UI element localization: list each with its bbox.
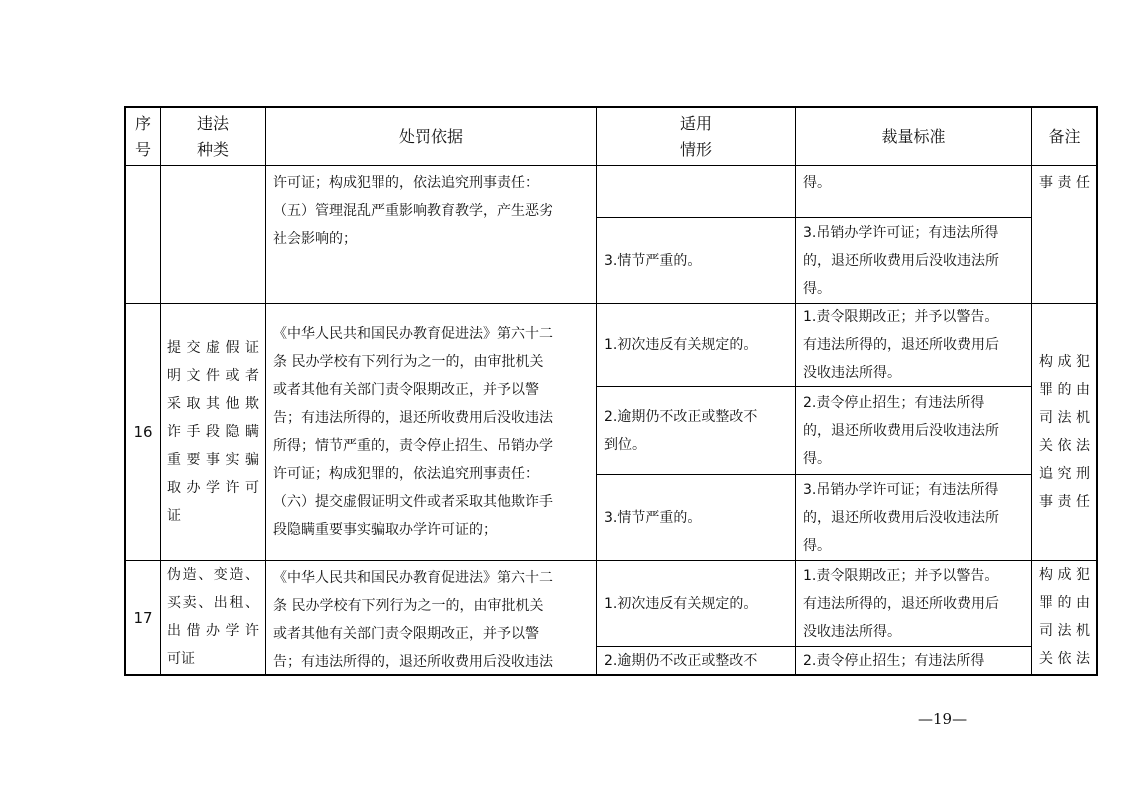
header-standard: 裁量标准 — [795, 107, 1032, 166]
situation-cell — [596, 217, 796, 304]
text-line: 3.情节严重的。 — [604, 252, 702, 269]
text-line: 2.逾期仍不改正或整改不 — [604, 408, 758, 425]
text-line: 可证 — [167, 651, 195, 667]
text-line: 事责任 — [1039, 175, 1090, 191]
text-line: 重要事实骗 — [167, 452, 259, 468]
standard-cell — [795, 217, 1032, 304]
text-line: 取办学许可 — [167, 480, 259, 496]
situation-cell — [596, 386, 796, 475]
text-line: 证 — [167, 508, 181, 524]
standard-cell — [795, 474, 1032, 561]
text-line: 司法机 — [1039, 623, 1090, 639]
text-line: 到位。 — [604, 436, 646, 453]
text-line: 3.情节严重的。 — [604, 509, 702, 526]
standard-cell — [795, 646, 1032, 676]
situation-cell — [596, 474, 796, 561]
penalty-basis-cell — [265, 303, 597, 561]
text-line: 伪造、变造、 — [167, 567, 259, 583]
text-line: 没收违法所得。 — [803, 623, 901, 640]
text-line: 许可证；构成犯罪的，依法追究刑事责任： — [273, 175, 539, 191]
text-line: 2.责令停止招生；有违法所得 — [803, 653, 985, 669]
text-line: 情形 — [679, 139, 712, 159]
text-line: 2.责令停止招生；有违法所得 — [803, 394, 985, 411]
remark-cell — [1031, 560, 1098, 676]
seq-cell: 17 — [125, 560, 161, 676]
text-line: 所得；情节严重的，责令停止招生、吊销办学 — [273, 438, 553, 454]
text-line: （五）管理混乱严重影响教育教学，产生恶劣 — [273, 203, 553, 219]
text-line: 2.逾期仍不改正或整改不 — [604, 653, 758, 669]
text-line: 诈手段隐瞒 — [167, 424, 259, 440]
text-line: 得。 — [803, 450, 831, 467]
text-line: 1.责令限期改正；并予以警告。 — [803, 309, 999, 325]
violation-type-cell — [160, 560, 266, 676]
text-line: 罪的由 — [1039, 595, 1090, 611]
text-line: 采取其他欺 — [167, 396, 259, 412]
text-line: 追究刑 — [1039, 466, 1090, 482]
situation-cell — [596, 560, 796, 647]
text-line: 违法 — [196, 113, 229, 133]
text-line: 有违法所得的，退还所收费用后 — [803, 337, 999, 353]
text-line: 告；有违法所得的，退还所收费用后没收违法 — [273, 410, 553, 426]
text-line: 许可证；构成犯罪的，依法追究刑事责任： — [273, 466, 539, 482]
violation-type-cell — [160, 303, 266, 561]
seq-cell — [125, 165, 161, 304]
standard-cell — [795, 386, 1032, 475]
text-line: 构成犯 — [1039, 567, 1090, 583]
text-line: 《中华人民共和国民办教育促进法》第六十二 — [273, 570, 553, 586]
standard-cell — [795, 303, 1032, 387]
standard-cell — [795, 165, 1032, 218]
text-line: （六）提交虚假证明文件或者采取其他欺诈手 — [273, 494, 553, 510]
penalty-basis-cell — [265, 165, 597, 304]
text-line: 3.吊销办学许可证；有违法所得 — [803, 224, 999, 241]
header-seq — [125, 107, 161, 166]
text-line: 事责任 — [1039, 494, 1090, 510]
text-line: 适用 — [679, 113, 712, 133]
text-line: 种类 — [196, 139, 229, 159]
text-line: 序 — [134, 113, 151, 133]
standard-cell — [795, 560, 1032, 647]
header-remark: 备注 — [1031, 107, 1098, 166]
text-line: 1.初次违反有关规定的。 — [604, 595, 758, 612]
penalty-basis-cell — [265, 560, 597, 676]
text-line: 或者其他有关部门责令限期改正，并予以警 — [273, 382, 539, 398]
text-line: 的，退还所收费用后没收违法所 — [803, 509, 999, 526]
text-line: 社会影响的； — [273, 231, 357, 247]
remark-cell — [1031, 303, 1098, 561]
text-line: 提交虚假证 — [167, 340, 259, 356]
text-line: 没收违法所得。 — [803, 365, 901, 381]
seq-cell: 16 — [125, 303, 161, 561]
text-line: 1.初次违反有关规定的。 — [604, 337, 758, 353]
text-line: 司法机 — [1039, 410, 1090, 426]
text-line: 告；有违法所得的，退还所收费用后没收违法 — [273, 654, 553, 670]
text-line: 或者其他有关部门责令限期改正，并予以警 — [273, 626, 539, 642]
situation-cell — [596, 165, 796, 218]
text-line: 关依法 — [1039, 651, 1090, 667]
remark-cell — [1031, 165, 1098, 304]
text-line: 条 民办学校有下列行为之一的，由审批机关 — [273, 598, 544, 614]
text-line: 出借办学许 — [167, 623, 259, 639]
page-number: —19— — [918, 710, 968, 728]
text-line: 明文件或者 — [167, 368, 259, 384]
header-basis: 处罚依据 — [265, 107, 597, 166]
text-line: 的，退还所收费用后没收违法所 — [803, 252, 999, 269]
text-line: 关依法 — [1039, 438, 1090, 454]
text-line: 买卖、出租、 — [167, 595, 259, 611]
text-line: 得。 — [803, 280, 831, 297]
text-line: 的，退还所收费用后没收违法所 — [803, 422, 999, 439]
text-line: 条 民办学校有下列行为之一的，由审批机关 — [273, 354, 544, 370]
text-line: 构成犯 — [1039, 354, 1090, 370]
situation-cell — [596, 303, 796, 387]
text-line: 得。 — [803, 537, 831, 554]
header-situation — [596, 107, 796, 166]
text-line: 段隐瞒重要事实骗取办学许可证的； — [273, 522, 497, 538]
text-line: 3.吊销办学许可证；有违法所得 — [803, 481, 999, 498]
text-line: 得。 — [803, 175, 831, 191]
text-line: 有违法所得的，退还所收费用后 — [803, 595, 999, 612]
violation-type-cell — [160, 165, 266, 304]
text-line: 1.责令限期改正；并予以警告。 — [803, 567, 999, 584]
text-line: 《中华人民共和国民办教育促进法》第六十二 — [273, 326, 553, 342]
situation-cell — [596, 646, 796, 676]
text-line: 号 — [134, 139, 151, 159]
text-line: 罪的由 — [1039, 382, 1090, 398]
header-type — [160, 107, 266, 166]
